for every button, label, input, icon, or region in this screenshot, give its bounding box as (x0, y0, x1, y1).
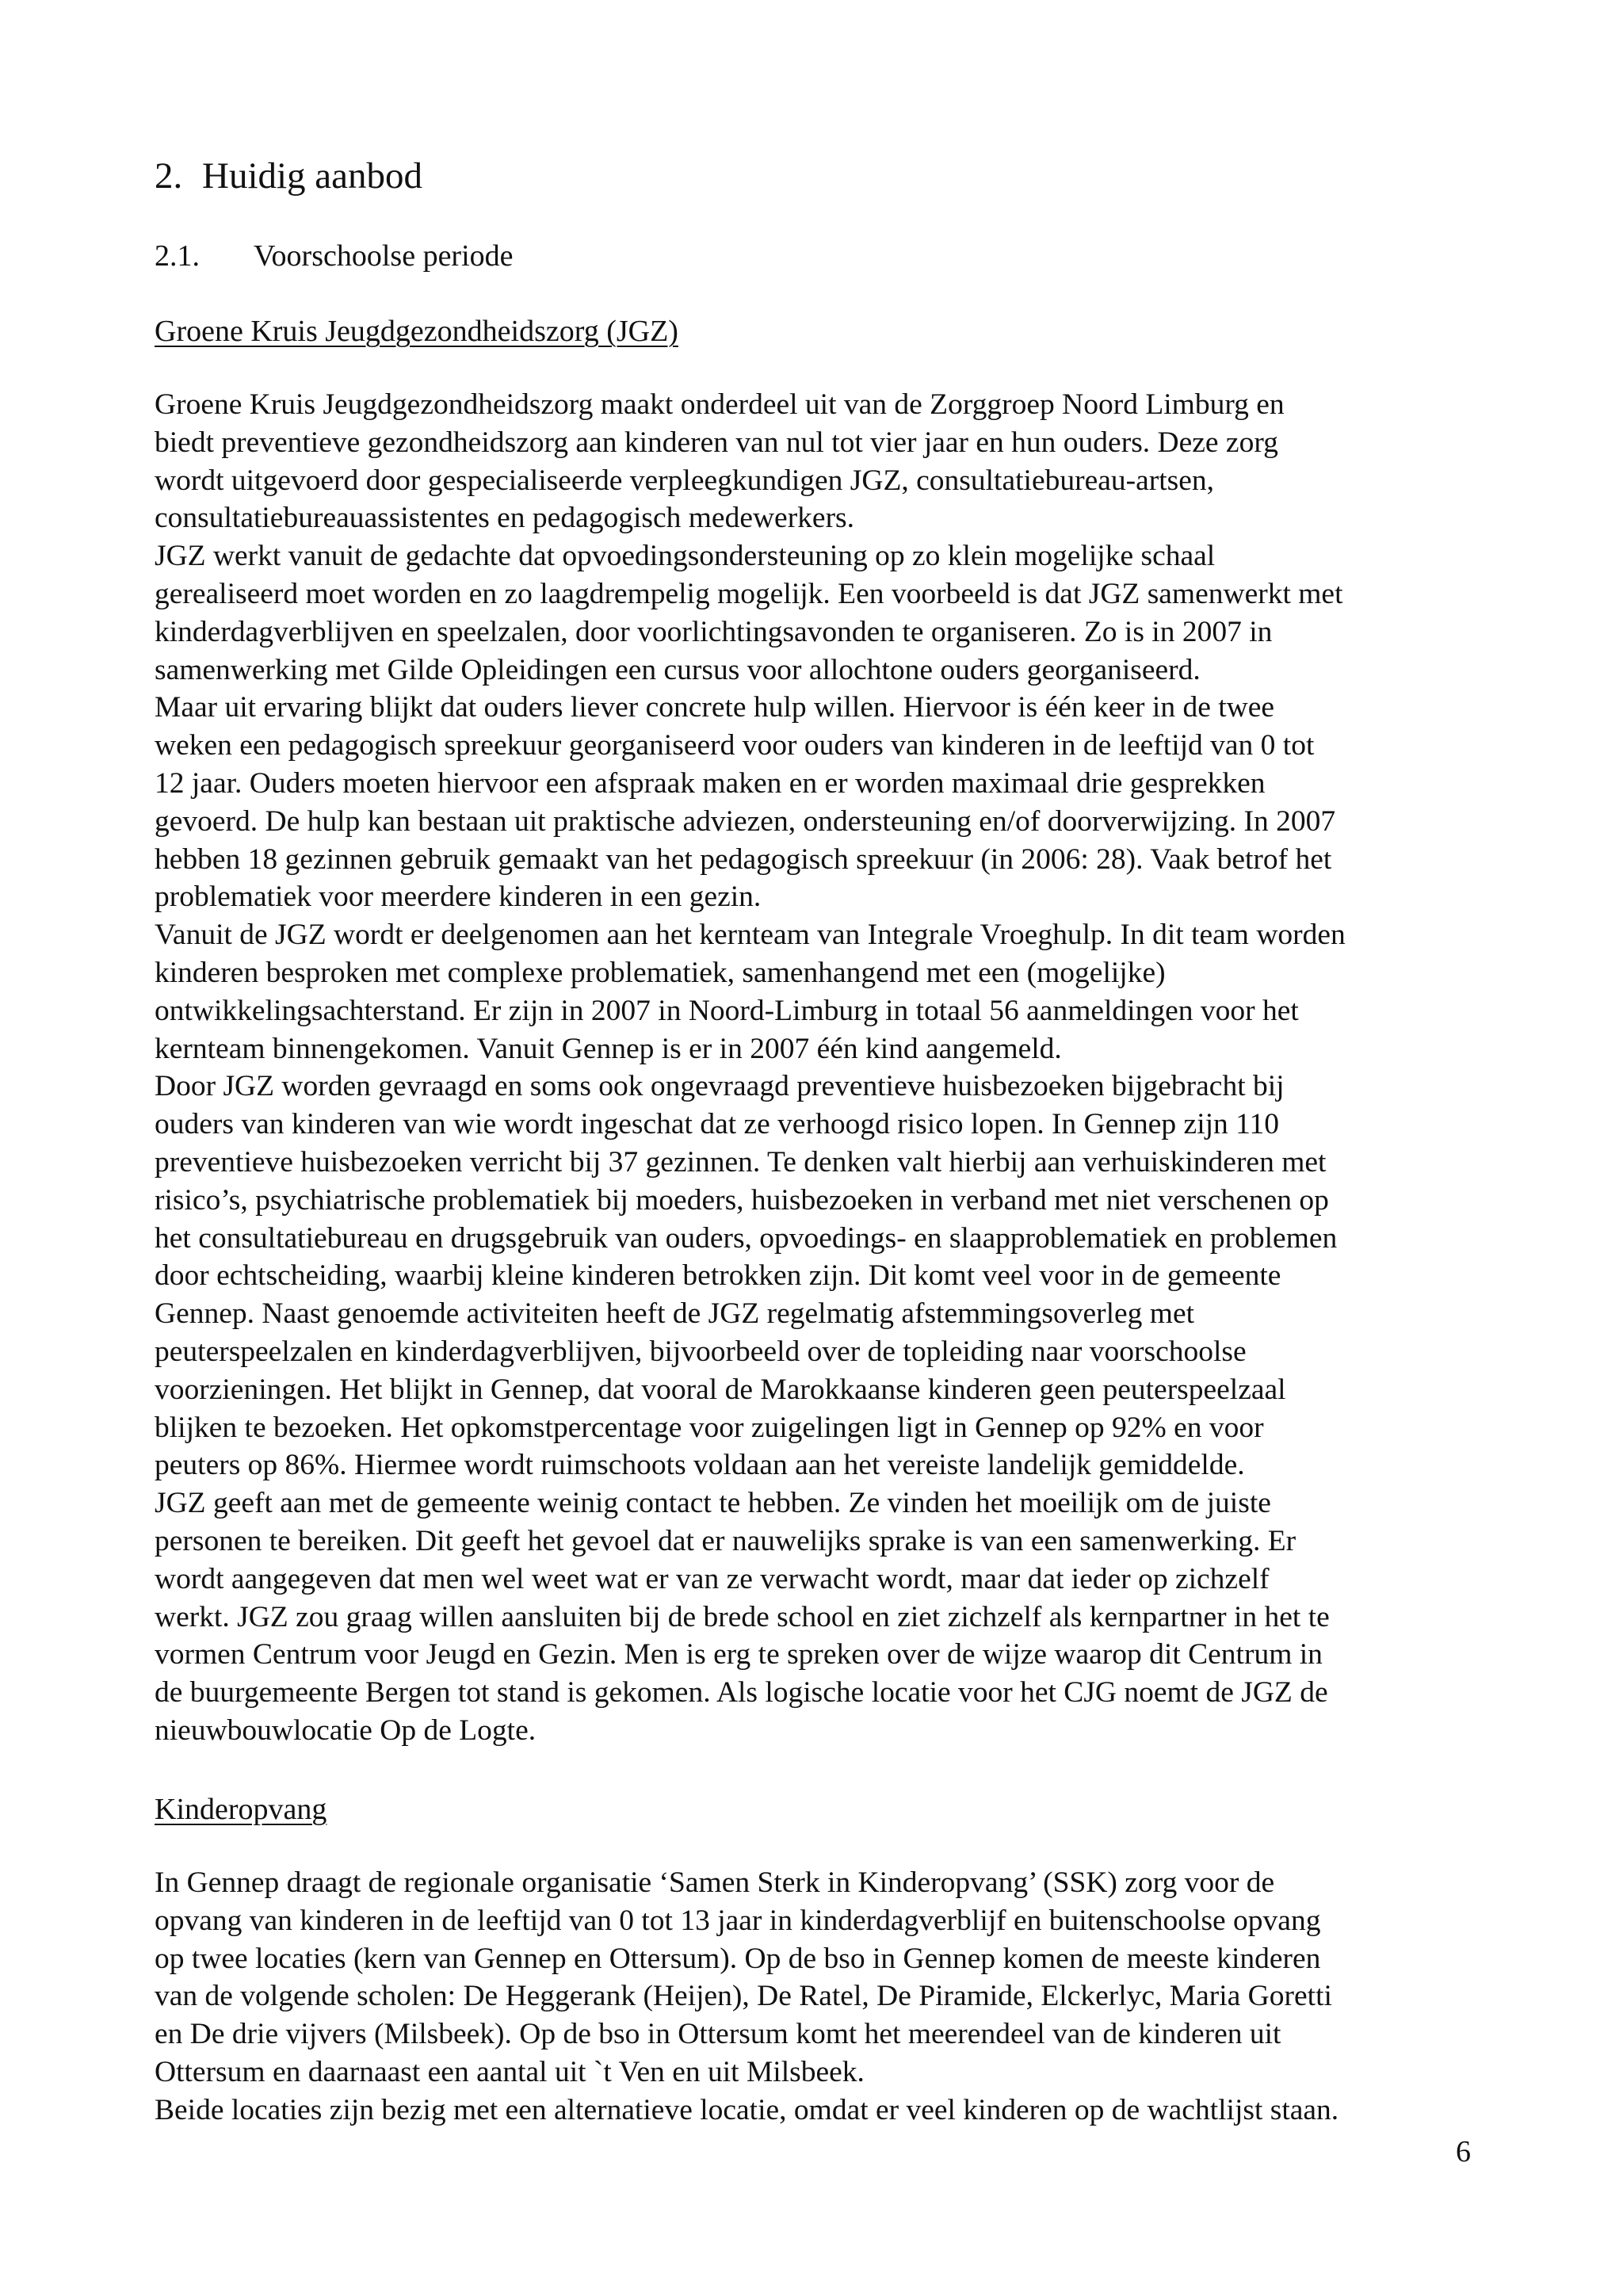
jgz-line: Vanuit de JGZ wordt er deelgenomen aan het kernteam van Integrale Vroeghulp. In dit team worden (155, 919, 1346, 952)
kinderopvang-title: Kinderopvang (155, 1793, 327, 1826)
jgz-line: JGZ geeft aan met de gemeente weinig contact te hebben. Ze vinden het moeilijk om de juiste (155, 1487, 1271, 1520)
jgz-line: peuters op 86%. Hiermee wordt ruimschoots voldaan aan het vereiste landelijk gemiddelde. (155, 1449, 1245, 1482)
jgz-line: werkt. JGZ zou graag willen aansluiten bij de brede school en ziet zichzelf als kernpartner in het te (155, 1600, 1330, 1633)
jgz-line: nieuwbouwlocatie Op de Logte. (155, 1713, 537, 1747)
jgz-line: consultatiebureauassistentes en pedagogisch medewerkers. (155, 502, 855, 535)
kinderopvang-line: Beide locaties zijn bezig met een alternatieve locatie, omdat er veel kinderen op de wachtlijst staan. (155, 2093, 1339, 2126)
jgz-line: Maar uit ervaring blijkt dat ouders liever concrete hulp willen. Hiervoor is één keer in de twee (155, 691, 1275, 724)
jgz-line: risico’s, psychiatrische problematiek bij moeders, huisbezoeken in verband met niet verschenen op (155, 1183, 1329, 1217)
jgz-line: het consultatiebureau en drugsgebruik van ouders, opvoedings- en slaapproblematiek en problemen (155, 1221, 1338, 1255)
jgz-title: Groene Kruis Jeugdgezondheidszorg (JGZ) (155, 315, 678, 348)
jgz-line: problematiek voor meerdere kinderen in een gezin. (155, 881, 762, 914)
jgz-line: wordt uitgevoerd door gespecialiseerde verpleegkundigen JGZ, consultatiebureau-artsen, (155, 464, 1215, 497)
subsection-heading-title: Voorschoolse periode (254, 239, 514, 273)
jgz-line: gevoerd. De hulp kan bestaan uit praktische adviezen, ondersteuning en/of doorverwijzing. In 2007 (155, 804, 1336, 838)
jgz-line: 12 jaar. Ouders moeten hiervoor een afspraak maken en er worden maximaal drie gesprekken (155, 766, 1266, 800)
kinderopvang-line: op twee locaties (kern van Gennep en Ottersum). Op de bso in Gennep komen de meeste kinderen (155, 1942, 1321, 1975)
jgz-line: personen te bereiken. Dit geeft het gevoel dat er nauwelijks sprake is van een samenwerking. Er (155, 1524, 1296, 1557)
jgz-line: Door JGZ worden gevraagd en soms ook ongevraagd preventieve huisbezoeken bijgebracht bij (155, 1070, 1285, 1103)
jgz-line: biedt preventieve gezondheidszorg aan kinderen van nul tot vier jaar en hun ouders. Deze zorg (155, 426, 1278, 459)
kinderopvang-line: Ottersum en daarnaast een aantal uit `t Ven en uit Milsbeek. (155, 2055, 865, 2088)
kinderopvang-line: en De drie vijvers (Milsbeek). Op de bso in Ottersum komt het meerendeel van de kinderen uit (155, 2018, 1281, 2051)
kinderopvang-line: van de volgende scholen: De Heggerank (Heijen), De Ratel, De Piramide, Elckerlyc, Maria Goretti (155, 1980, 1332, 2013)
jgz-line: de buurgemeente Bergen tot stand is gekomen. Als logische locatie voor het CJG noemt de JGZ de (155, 1676, 1328, 1710)
jgz-line: ouders van kinderen van wie wordt ingeschat dat ze verhoogd risico lopen. In Gennep zijn 110 (155, 1108, 1280, 1141)
kinderopvang-line: opvang van kinderen in de leeftijd van 0 tot 13 jaar in kinderdagverblijf en buitenschoolse opvang (155, 1904, 1321, 1937)
jgz-line: wordt aangegeven dat men wel weet wat er van ze verwacht wordt, maar dat ieder op zichzelf (155, 1562, 1270, 1595)
subsection-heading-number: 2.1. (155, 239, 200, 273)
jgz-line: vormen Centrum voor Jeugd en Gezin. Men is erg te spreken over de wijze waarop dit Centrum in (155, 1638, 1323, 1671)
jgz-line: kinderen besproken met complexe problematiek, samenhangend met een (mogelijke) (155, 956, 1166, 989)
jgz-line: kinderdagverblijven en speelzalen, door voorlichtingsavonden te organiseren. Zo is in 2007 in (155, 615, 1273, 648)
section-heading-title: Huidig aanbod (202, 155, 423, 197)
subsection-heading (155, 236, 514, 276)
jgz-line: weken een pedagogisch spreekuur georganiseerd voor ouders van kinderen in de leeftijd van 0 tot (155, 729, 1315, 762)
jgz-line: samenwerking met Gilde Opleidingen een cursus voor allochtone ouders georganiseerd. (155, 653, 1201, 686)
page-number: 6 (1456, 2135, 1471, 2168)
jgz-line: blijken te bezoeken. Het opkomstpercentage voor zuigelingen ligt in Gennep op 92% en voor (155, 1411, 1264, 1444)
jgz-line: voorzieningen. Het blijkt in Gennep, dat vooral de Marokkaanse kinderen geen peuterspeelzaal (155, 1373, 1286, 1406)
jgz-line: hebben 18 gezinnen gebruik gemaakt van het pedagogisch spreekuur (in 2006: 28). Vaak betrof het (155, 842, 1332, 876)
kinderopvang-line: In Gennep draagt de regionale organisatie ‘Samen Sterk in Kinderopvang’ (SSK) zorg voor de (155, 1866, 1275, 1899)
jgz-line: JGZ werkt vanuit de gedachte dat opvoedingsondersteuning op zo klein mogelijke schaal (155, 540, 1216, 573)
jgz-line: Gennep. Naast genoemde activiteiten heeft de JGZ regelmatig afstemmingsoverleg met (155, 1297, 1195, 1331)
jgz-line: door echtscheiding, waarbij kleine kinderen betrokken zijn. Dit komt veel voor in de gemeente (155, 1259, 1281, 1293)
jgz-line: kernteam binnengekomen. Vanuit Gennep is er in 2007 één kind aangemeld. (155, 1032, 1062, 1065)
jgz-line: preventieve huisbezoeken verricht bij 37 gezinnen. Te denken valt hierbij aan verhuiskinderen met (155, 1145, 1327, 1179)
section-heading (155, 152, 422, 200)
jgz-line: peuterspeelzalen en kinderdagverblijven, bijvoorbeeld over de topleiding naar voorschoolse (155, 1335, 1247, 1368)
jgz-line: ontwikkelingsachterstand. Er zijn in 2007 in Noord-Limburg in totaal 56 aanmeldingen voor het (155, 994, 1299, 1027)
kinderopvang-body (155, 1864, 1502, 2130)
jgz-line: gerealiseerd moet worden en zo laagdrempelig mogelijk. Een voorbeeld is dat JGZ samenwerkt met (155, 577, 1343, 610)
section-heading-number: 2. (155, 155, 183, 197)
jgz-body (155, 386, 1502, 1750)
jgz-line: Groene Kruis Jeugdgezondheidszorg maakt onderdeel uit van de Zorggroep Noord Limburg en (155, 388, 1285, 421)
